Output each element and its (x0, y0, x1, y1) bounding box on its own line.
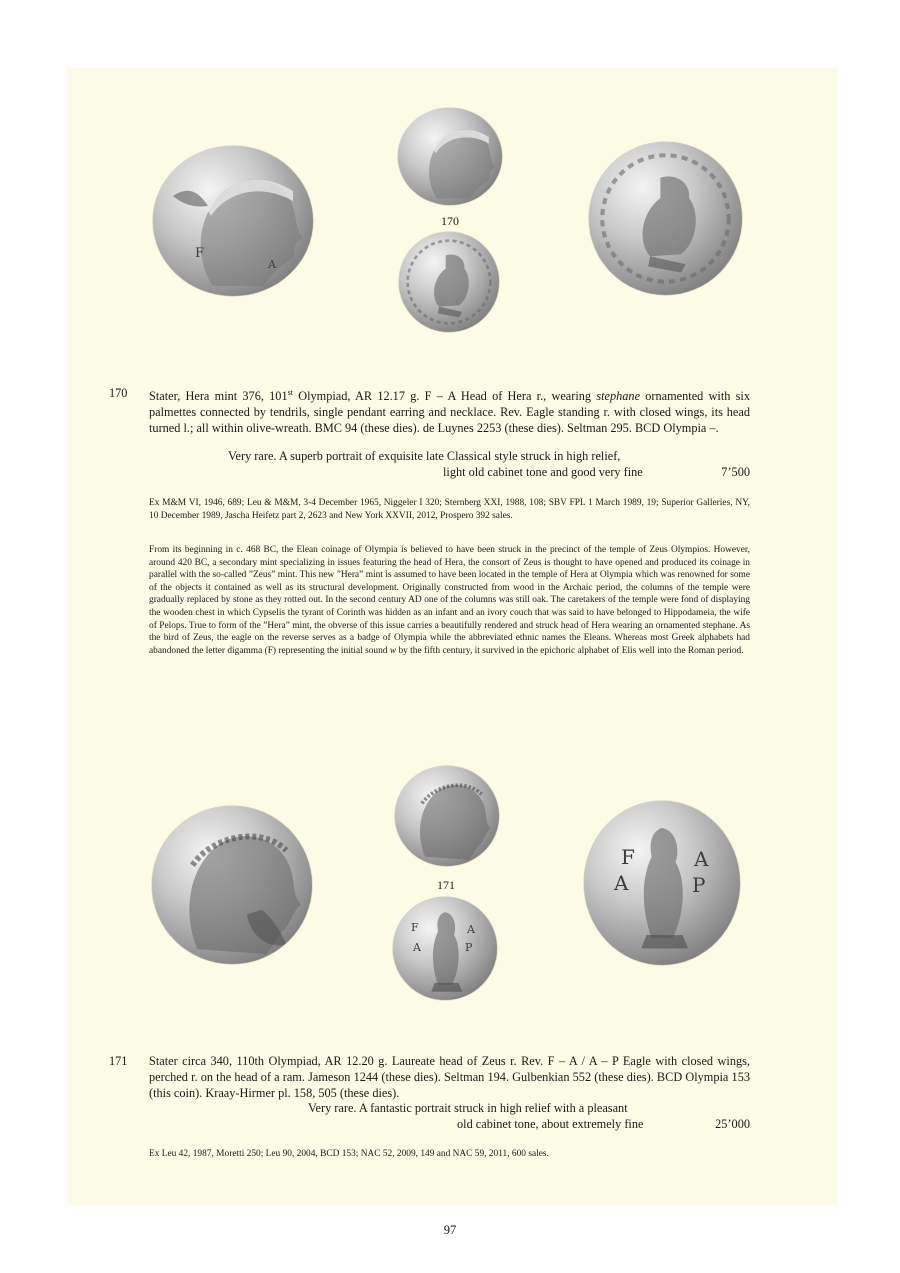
coin-letter: A (268, 258, 276, 271)
ordinal-suffix: st (287, 388, 293, 397)
coin-170-reverse-large (589, 142, 742, 295)
coin-letter: P (692, 873, 706, 897)
coin-letter: F (621, 845, 635, 869)
grade-line-170-b: light old cabinet tone and good very fine (443, 465, 643, 479)
lot-number-170: 170 (109, 386, 128, 400)
coin-171-obverse-small (395, 766, 499, 866)
coin-170-obverse-large (153, 146, 313, 296)
lot-description-171: Stater circa 340, 110th Olympiad, AR 12.20 g. Laureate head of Zeus r. Rev. F – A / A – P Eagle with closed wings, perched r. on the head of a ram. Jameson 1244 (these dies). Seltman 194. Gulbenkian 552 (these dies). BCD Olympia 153 (this coin). Kraay-Hirmer pl. 158, 505 (these dies). (149, 1054, 750, 1100)
figure-label-170: 170 (441, 214, 459, 228)
zeus-head-image (395, 766, 499, 866)
eagle-image (393, 897, 497, 1000)
coin-letter: F (411, 921, 419, 934)
description-text: Olympiad, AR 12.17 g. F – A Head of Hera r., wearing (292, 389, 597, 404)
description-text: Stater, Hera mint 376, 101 (149, 389, 288, 404)
commentary-text: by the fifth century, it survived in the epichoric alphabet of Elis well into the Roman period. (396, 645, 744, 656)
eagle-image (589, 142, 742, 295)
coin-letter: A (413, 941, 421, 954)
commentary-170 (149, 544, 750, 657)
grade-line-171-a: Very rare. A fantastic portrait struck in high relief with a pleasant (308, 1101, 628, 1115)
coin-letter: P (465, 941, 473, 954)
provenance-171: Ex Leu 42, 1987, Moretti 250; Leu 90, 2004, BCD 153; NAC 52, 2009, 149 and NAC 59, 2011, 600 sales. (149, 1149, 549, 1159)
coin-171-reverse-small (393, 897, 497, 1000)
provenance-170: Ex M&M VI, 1946, 689; Leu & M&M, 3-4 December 1965, Niggeler I 320; Sternberg XXI, 1988, 108; SBV FPL 1 March 1989, 19; Superior Galleries, NY, 10 December 1989, Jascha Heifetz part 2, 2623 and New York XXVII, 2012, Prospero 392 sales. (149, 498, 750, 521)
description-text: ornamented with six palmettes connected by tendrils, single pendant earring and necklace. Rev. Eagle standing r. with closed wings, its head turned l.; all within olive-wreath. BMC 94 (these dies). de Luynes 2253 (these dies). Seltman 295. BCD Olympia –. (149, 389, 750, 436)
coin-171-reverse-large (584, 801, 740, 965)
price-171: 25’000 (715, 1117, 750, 1131)
coin-letter: A (694, 847, 709, 871)
coin-letter: A (614, 871, 629, 895)
coin-170-obverse-small (398, 108, 502, 205)
grade-line-171-b: old cabinet tone, about extremely fine (457, 1117, 644, 1131)
coin-170-reverse-small (399, 232, 499, 332)
lot-description-170 (149, 385, 750, 436)
hera-head-image (398, 108, 502, 205)
zeus-head-image (152, 806, 312, 964)
coin-171-obverse-large (152, 806, 312, 964)
italic-term: stephane (596, 389, 641, 404)
figure-label-171: 171 (437, 878, 455, 892)
eagle-image (399, 232, 499, 332)
price-170: 7’500 (721, 465, 750, 479)
coin-letter: A (467, 923, 475, 936)
coin-letter: F (195, 246, 205, 261)
commentary-text: From its beginning in c. 468 BC, the Elean coinage of Olympia is believed to have been struck in the precinct of the temple of Zeus Olympios. However, around 420 BC, a secondary mint specializing in issues featuring the head of Hera, the consort of Zeus is thought to have opened and produced its coinage in parallel with the so-called ”Zeus” mint. This new ”Hera” mint is assumed to have been located in the temple of Hera at Olympia which was renowned for some of the objects it contained as well as its structural development. Originally constructed from wood in the Archaic period, the columns of the temple were gradually replaced by stone as they rotted out. In the second century AD one of the columns was still oak. The caretakers of the temple were fond of displaying the wooden chest in which Cypselis the tyrant of Corinth was hidden as an infant and an ivory couch that was said to have belonged to Hippodameia, the wife of Pelops. True to form of the ”Hera” mint, the obverse of this issue carries a beautifully rendered and struck head of Hera wearing an ornamented stephane. As the bird of Zeus, the eagle on the reverse serves as a badge of Olympia while the abbreviated ethnic names the Eleans. Whereas most Greek alphabets had abandoned the letter digamma (F) representing the initial sound (149, 545, 750, 656)
lot-number-171: 171 (109, 1054, 128, 1068)
hera-head-image (153, 146, 313, 296)
page-number: 97 (443, 1223, 457, 1237)
grade-line-170-a: Very rare. A superb portrait of exquisite late Classical style struck in high relief, (228, 449, 621, 463)
commentary-italic: w (389, 645, 397, 656)
eagle-image (584, 801, 740, 965)
